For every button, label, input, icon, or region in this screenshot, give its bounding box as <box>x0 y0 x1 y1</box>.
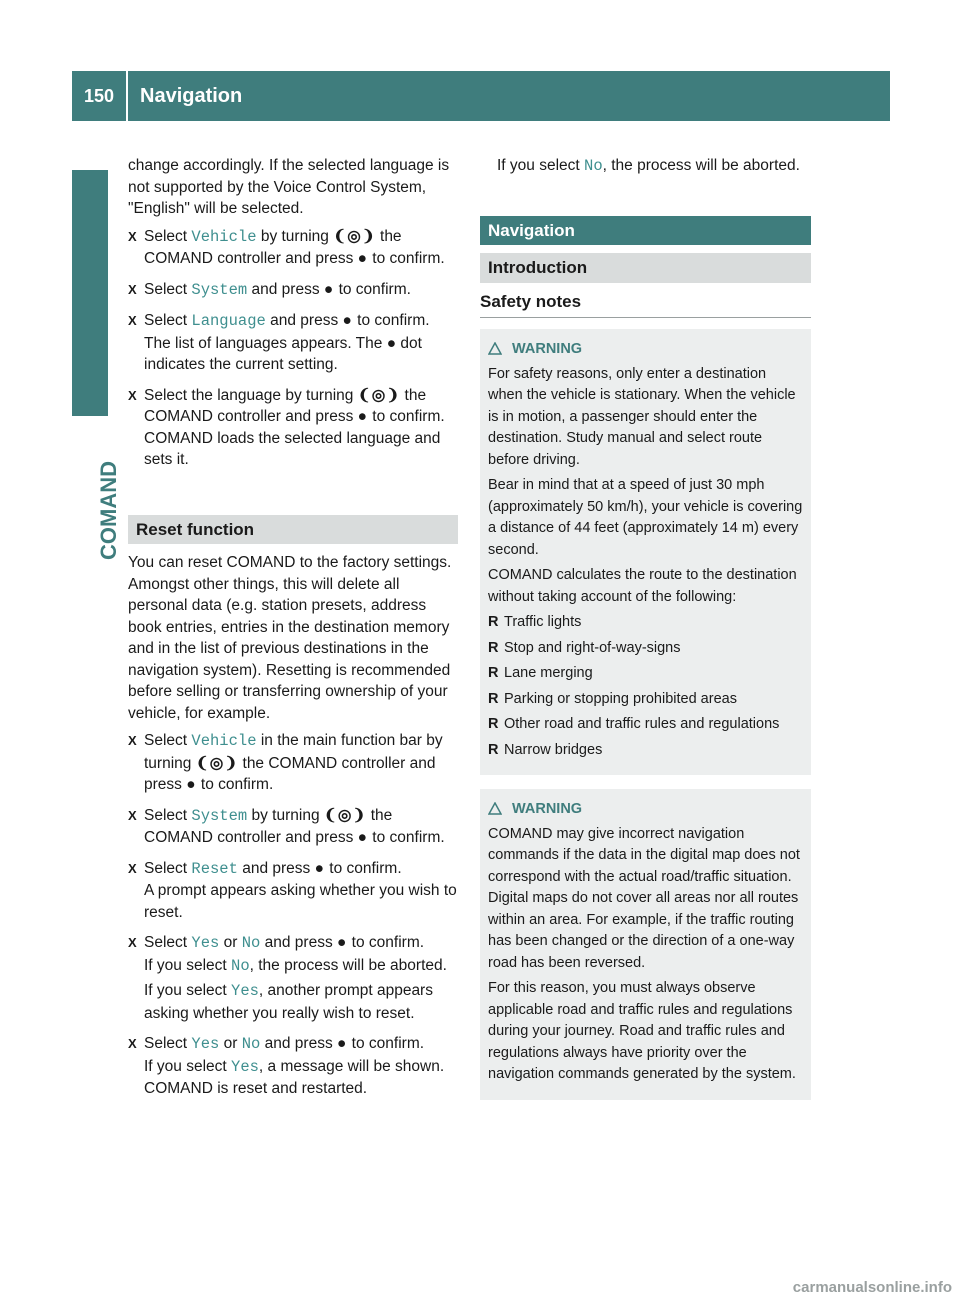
right-column <box>480 155 811 1100</box>
intro-paragraph: change accordingly. If the selected language is not supported by the Voice Control System, "English" will be selected. <box>128 157 450 217</box>
step-text-part: to confirm. <box>368 250 445 267</box>
warning-triangle-icon <box>488 342 502 355</box>
step-text-part: If you select <box>144 1057 232 1075</box>
step-text-part: to confirm. <box>196 776 274 793</box>
step-text-part: , another prompt appears asking whether you really wish to reset. <box>144 982 433 1022</box>
warning-header <box>488 799 803 821</box>
step-arrow-icon: X <box>128 313 137 328</box>
controller-turn-icon: ❨◎❩ <box>195 754 239 772</box>
bullet-icon: R <box>488 614 499 630</box>
bullet-icon: R <box>488 741 499 758</box>
step-text-part: and press <box>260 934 337 951</box>
step-text-part: the COMAND controller and press <box>144 806 393 846</box>
step-text <box>144 858 460 881</box>
bullet-text: Parking or stopping prohibited areas <box>504 690 737 707</box>
bullet-icon: R <box>488 716 499 732</box>
step-text-part: Select the language by turning <box>144 386 358 404</box>
step-result <box>144 955 460 978</box>
step-arrow-icon: X <box>128 860 137 876</box>
step-text-part: or <box>219 1035 242 1052</box>
step-text <box>144 226 460 270</box>
bullet-item <box>488 638 803 660</box>
step-text-part: If you select <box>144 982 232 999</box>
step-text-part: Select <box>144 732 192 749</box>
warning-paragraph: COMAND calculates the route to the destination without taking account of the following: <box>488 567 797 605</box>
subsection-heading-safety-notes: Safety notes <box>480 291 811 319</box>
warning-paragraph: For safety reasons, only enter a destination when the vehicle is stationary. When the vehicle is in motion, a passenger should enter the destination. Study manual and select route before driving. <box>488 365 796 468</box>
step-arrow-icon: X <box>128 228 137 244</box>
bullet-item <box>488 663 803 685</box>
text-part: , the process will be aborted. <box>602 157 800 174</box>
menu-option-reset: Reset <box>191 859 238 878</box>
step-text <box>144 279 460 302</box>
menu-option-vehicle: Vehicle <box>191 732 257 750</box>
dot-icon: ● <box>386 334 397 352</box>
step-text-part: to confirm. <box>368 408 445 425</box>
step-text-part: If you select <box>144 956 232 974</box>
continued-text <box>480 155 811 178</box>
step-text-part: in the main function bar by turning <box>144 732 443 772</box>
step-select-vehicle <box>128 226 460 270</box>
warning-paragraph: COMAND may give incorrect navigation commands if the data in the digital map does not correspond with the actual road/traffic situation. Digital maps do not cover all areas nor all routes within an area. For example, if the traffic routing has been changed or the direction of a one-way road has been reversed. <box>488 825 800 971</box>
step-text-part: to confirm. <box>347 934 425 951</box>
text-part: If you select <box>497 157 585 174</box>
step-text-part: Select <box>144 312 192 329</box>
menu-option-no: No <box>241 1035 261 1053</box>
menu-option-yes: Yes <box>231 1057 259 1076</box>
step-text-part: Select <box>144 1035 192 1052</box>
menu-option-language: Language <box>191 312 266 330</box>
menu-option-no: No <box>241 934 261 952</box>
bullet-text: Other road and traffic rules and regulations <box>504 716 780 732</box>
bullet-text: Traffic lights <box>504 614 582 630</box>
step-select-language <box>128 310 460 376</box>
step-arrow-icon: X <box>128 1036 137 1051</box>
step-text-part: or <box>219 934 242 951</box>
warning-label: WARNING <box>512 341 583 357</box>
warning-header <box>488 339 803 361</box>
controller-press-icon: ● <box>314 859 325 877</box>
step-text-part: to confirm. <box>368 829 445 846</box>
step-text-part: and press <box>247 280 324 298</box>
step-text <box>144 730 460 796</box>
bullet-item <box>488 689 803 711</box>
step-text-part: and press <box>260 1035 337 1052</box>
step-text <box>144 1033 460 1056</box>
step-arrow-icon: X <box>128 281 137 297</box>
step-text-part: Select <box>144 280 192 298</box>
warning-paragraph: For this reason, you must always observe applicable road and traffic rules and regulations during your journey. Road and traffic rules and regulations always have priority over the navigation commands generated by the system. <box>488 980 796 1082</box>
step-text-part: Select <box>144 806 192 824</box>
step-select-system <box>128 279 460 302</box>
step-text-part: by turning <box>256 227 334 245</box>
step-text-part: the COMAND controller and press <box>144 227 402 267</box>
controller-press-icon: ● <box>323 280 335 298</box>
warning-triangle-icon <box>488 802 502 815</box>
controller-press-icon: ● <box>357 829 368 846</box>
bullet-item <box>488 740 803 762</box>
controller-press-icon: ● <box>357 408 368 425</box>
left-column <box>128 155 460 1109</box>
step-text-part: dot indicates the current setting. <box>144 334 422 373</box>
menu-option-no: No <box>584 157 603 175</box>
step-text-part: to confirm. <box>352 312 430 329</box>
controller-press-icon: ● <box>186 776 197 793</box>
section-heading-navigation: Navigation <box>480 216 811 246</box>
step-text-part: Select <box>144 934 192 951</box>
watermark: carmanualsonline.info <box>792 1279 952 1296</box>
step-arrow-icon: X <box>128 387 137 403</box>
bullet-text: Narrow bridges <box>504 741 603 758</box>
step-arrow-icon: X <box>128 935 137 950</box>
chapter-tab-block <box>72 170 108 416</box>
step-text-part: Select <box>144 859 192 877</box>
header-divider <box>126 71 128 121</box>
page-title: Navigation <box>140 85 243 107</box>
warning-box <box>480 329 811 775</box>
step-select-vehicle-reset <box>128 730 460 796</box>
step-text-part: the COMAND controller and press <box>144 754 436 793</box>
page-number: 150 <box>84 86 115 106</box>
step-text-part: The list of languages appears. The <box>144 334 387 352</box>
menu-option-system: System <box>191 280 248 299</box>
section-heading-introduction: Introduction <box>480 253 811 283</box>
step-result <box>144 333 460 376</box>
step-text <box>144 310 460 333</box>
step-text-part: to confirm. <box>334 280 411 298</box>
step-text-part: , a message will be shown. COMAND is reset and restarted. <box>144 1057 445 1097</box>
step-select-reset <box>128 858 460 924</box>
controller-press-icon: ● <box>337 1035 348 1052</box>
controller-press-icon: ● <box>342 312 353 329</box>
step-select-language-item <box>128 385 460 471</box>
bullet-item <box>488 612 803 634</box>
step-text-part: Select <box>144 227 192 245</box>
step-text-part: and press <box>237 859 315 877</box>
bullet-text: Stop and right-of-way-signs <box>504 639 681 656</box>
step-text-part: , the process will be aborted. <box>249 956 447 974</box>
controller-turn-icon: ❨◎❩ <box>357 386 401 404</box>
controller-press-icon: ● <box>357 250 368 267</box>
step-text-part: to confirm. <box>347 1035 425 1052</box>
section-heading-reset: Reset function <box>128 515 458 545</box>
bullet-text: Lane merging <box>504 665 593 681</box>
step-result <box>144 1056 460 1100</box>
step-text-part: the COMAND controller and press <box>144 386 427 425</box>
step-result <box>144 980 460 1024</box>
bullet-icon: R <box>488 665 499 681</box>
menu-option-yes: Yes <box>231 982 259 1000</box>
controller-turn-icon: ❨◎❩ <box>323 806 367 824</box>
step-select-yes-no-confirm <box>128 1033 460 1100</box>
step-text-part: and press <box>265 312 343 329</box>
step-text-part: to confirm. <box>324 859 402 877</box>
step-arrow-icon: X <box>128 733 137 748</box>
bullet-item <box>488 714 803 736</box>
bullet-icon: R <box>488 639 499 656</box>
warning-label: WARNING <box>512 801 583 817</box>
menu-option-system: System <box>191 806 248 825</box>
menu-option-vehicle: Vehicle <box>191 227 257 246</box>
reset-paragraph: You can reset COMAND to the factory settings. Amongst other things, this will delete all personal data (e.g. station presets, address book entries, entries in the destination memory and in the list of previous destinations in the navigation system). Resetting is recommended before selling or transferring ownership of your vehicle, for example. <box>128 554 452 722</box>
step-text <box>144 932 460 955</box>
step-select-system-reset <box>128 805 460 849</box>
menu-option-no: No <box>231 956 250 975</box>
step-arrow-icon: X <box>128 807 137 823</box>
menu-option-yes: Yes <box>191 1035 220 1053</box>
menu-option-yes: Yes <box>191 934 220 952</box>
warning-box <box>480 789 811 1100</box>
controller-press-icon: ● <box>337 934 348 951</box>
warning-paragraph: Bear in mind that at a speed of just 30 mph (approximately 50 km/h), your vehicle is covering a distance of 44 feet (approximately 14 m) every second. <box>488 477 803 558</box>
step-text-part: by turning <box>247 806 324 824</box>
step-result: COMAND loads the selected language and sets it. <box>144 429 441 468</box>
step-result: A prompt appears asking whether you wish to reset. <box>144 882 457 921</box>
page-header <box>72 71 890 121</box>
controller-turn-icon: ❨◎❩ <box>333 227 376 245</box>
step-text <box>144 385 460 428</box>
chapter-tab-label: COMAND <box>96 461 121 560</box>
bullet-icon: R <box>488 690 499 707</box>
step-select-yes-no <box>128 932 460 1024</box>
step-text <box>144 805 460 849</box>
